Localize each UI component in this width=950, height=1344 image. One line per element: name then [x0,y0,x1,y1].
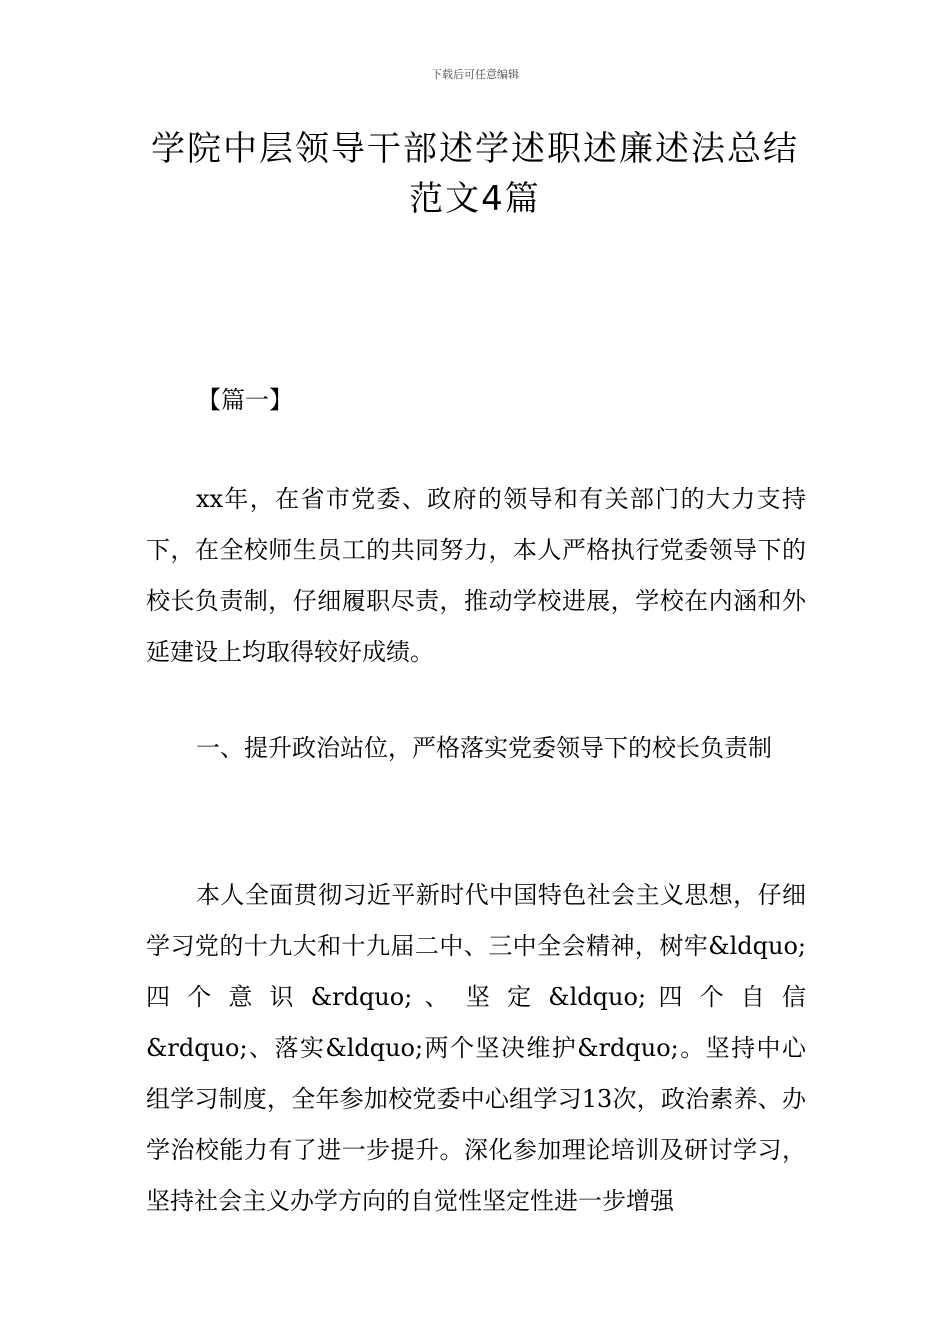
section-heading-one: 一、提升政治站位，严格落实党委领导下的校长负责制 [196,734,772,762]
body-paragraph-political: 本人全面贯彻习近平新时代中国特色社会主义思想，仔细学习党的十九大和十九届二中、三中全会精神，树牢&ldquo; 四 个 意 识 &rdquo; 、 坚 定 &ldquo; 四 个 自 信 &rdquo;、落实&ldquo;两个坚决维护&rdquo;。坚持中心组学习制度，全年参加校党委中心组学习13次，政治素养、办学治校能力有了进一步提升。深化参加理论培训及研讨学习，坚持社会主义办学方向的自觉性坚定性进一步增强 [146,881,806,1215]
title-line-2: 范文4篇 [409,179,541,219]
section-label: 【篇一】 [197,386,293,414]
body-paragraph-intro: xx年，在省市党委、政府的领导和有关部门的大力支持下，在全校师生员工的共同努力，本人严格执行党委领导下的校长负责制，仔细履职尽责，推动学校进展，学校在内涵和外延建设上均取得较好成绩。 [146,485,806,666]
download-edit-note: 下载后可任意编辑 [431,68,519,81]
title-line-1: 学院中层领导干部述学述职述廉述法总结 [151,129,799,169]
document-title [60,124,890,224]
